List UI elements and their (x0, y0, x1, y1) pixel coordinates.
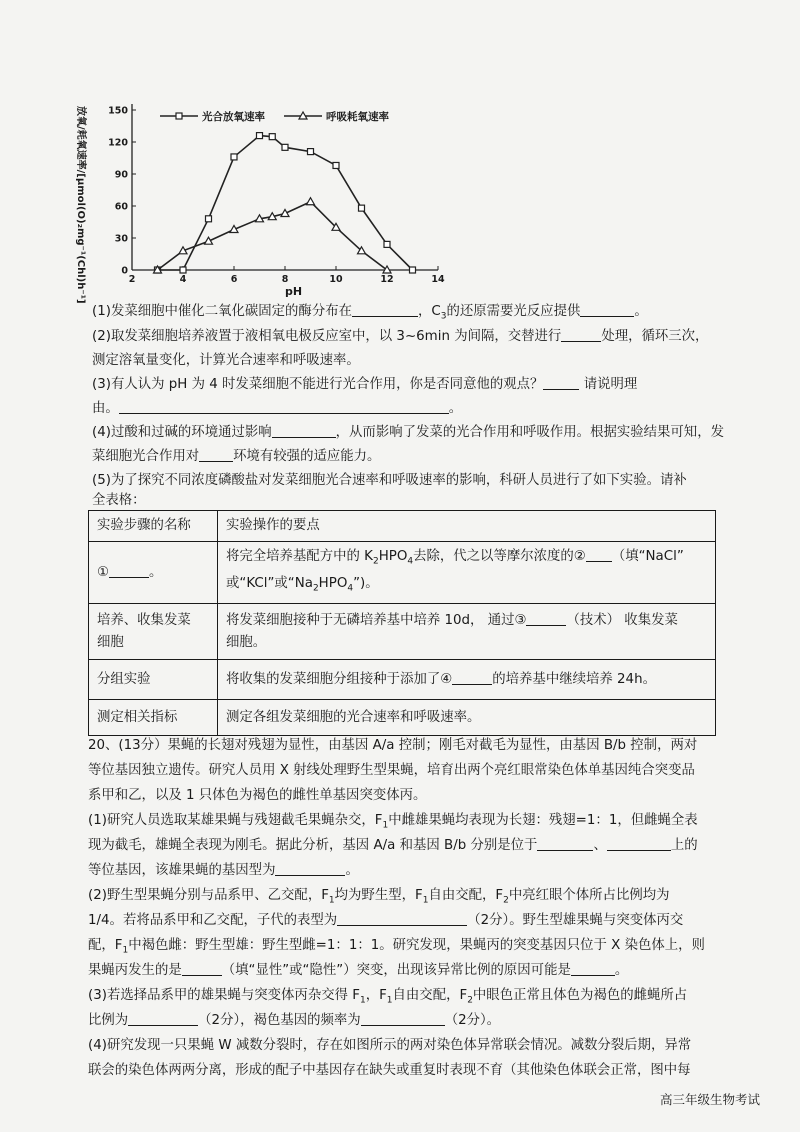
q20-part2-line2: 1/4。若将品系甲和乙交配，子代的表型为 （2分）。野生型雄果蝇与突变体丙交 (88, 913, 684, 928)
answer-blank[interactable] (199, 447, 233, 462)
data-point-square (282, 144, 288, 150)
answer-blank[interactable] (128, 1011, 198, 1026)
x-tick-label: 4 (179, 274, 187, 285)
data-point-square (410, 267, 416, 273)
answer-blank[interactable] (580, 302, 634, 317)
data-point-square (206, 216, 212, 222)
q20-part1-line3: 等位基因，该雄果蝇的基因型为 。 (88, 863, 359, 878)
data-point-square (257, 133, 263, 139)
data-point-square (231, 154, 237, 160)
x-tick-label: 6 (230, 274, 238, 285)
data-point-triangle (307, 198, 315, 205)
answer-blank[interactable] (607, 836, 671, 851)
q20-part2: (2)野生型果蝇分别与品系甲、乙交配，$F_1$均为野生型，$F_1$自由交配，$F_2$中亮红眼个体所占比例均为 (88, 888, 670, 906)
table-row: ① 。 将完全培养基配方中的 $K_2HPO_4$去除，代之以等摩尔浓度的② （填“NaCl” 或“KCl”或“$Na_2HPO_4$”)。 (89, 542, 716, 604)
q20-part4-line2: 联会的染色体两两分离，形成的配子中基因存在缺失或重复时表现不育（其他染色体联会正常，图中每 (88, 1063, 691, 1078)
q19-part5: (5)为了探究不同浓度磷酸盐对发菜细胞光合速率和呼吸速率的影响，科研人员进行了如下实验。请补 (92, 473, 687, 488)
data-point-square (359, 205, 365, 211)
experiment-table (88, 510, 716, 736)
data-point-square (180, 267, 186, 273)
y-axis-label: 放氧/耗氧速率/[μmol(O)₂mg⁻¹(Chl)h⁻¹] (75, 106, 86, 304)
q19-part4: (4)过酸和过碱的环境通过影响 ，从而影响了发菜的光合作用和呼吸作用。根据实验结果可知，发 (92, 425, 724, 440)
series-line-1 (158, 136, 413, 270)
answer-blank[interactable] (526, 611, 566, 626)
legend-marker-square (176, 113, 182, 119)
table-row: 培养、收集发菜 细胞 将发菜细胞接种于无磷培养基中培养 10d， 通过③ （技术） 收集发菜 细胞。 (89, 604, 716, 660)
page-footer: 高三年级生物考试 (659, 1092, 760, 1107)
answer-blank[interactable] (452, 670, 492, 685)
answer-blank[interactable] (586, 547, 612, 562)
table-header-row: 实验步骤的名称 实验操作的要点 (89, 511, 716, 542)
answer-blank[interactable] (571, 961, 615, 976)
q20-part3: (3)若选择品系甲的雄果蝇与突变体丙杂交得 $F_1$，$F_1$自由交配，$F_2$中眼色正常且体色为褐色的雌蝇所占 (88, 988, 688, 1006)
data-point-square (269, 134, 275, 140)
x-tick-label: 14 (431, 274, 445, 285)
answer-blank[interactable] (361, 1011, 445, 1026)
x-tick-label: 12 (380, 274, 394, 285)
answer-blank[interactable] (543, 375, 579, 390)
table-row: 分组实验 将收集的发菜细胞分组接种于添加了④ 的培养基中继续培养 24h。 (89, 660, 716, 700)
answer-blank[interactable] (337, 911, 467, 926)
q19-part1: (1)发菜细胞中催化二氧化碳固定的酶分布在 ，$C_3$的还原需要光反应提供 。 (92, 304, 648, 322)
data-point-square (308, 149, 314, 155)
q20-part2-line3: 配，$F_1$中褐色雌：野生型雄：野生型雌=1：1：1。研究发现，果蝇丙的突变基因只位于 X 染色体上，则 (88, 938, 705, 956)
q20-line: 20、(13分）果蝇的长翅对残翅为显性，由基因 A/a 控制；刚毛对截毛为显性，由基因 B/b 控制，两对 (88, 738, 698, 753)
q19-part2-line2: 测定溶氧量变化，计算光合速率和呼吸速率。 (92, 353, 360, 368)
q20-part1-line2: 现为截毛，雄蝇全表现为刚毛。据此分析，基因 A/a 和基因 B/b 分别是位于 、 上的 (88, 838, 698, 853)
chart-axes (108, 104, 445, 285)
answer-blank[interactable] (275, 861, 345, 876)
y-tick-label: 30 (114, 233, 128, 245)
q19-part5-line2: 全表格： (92, 493, 146, 508)
x-tick-label: 10 (329, 274, 343, 285)
y-tick-label: 90 (114, 169, 128, 181)
q20-line: 系甲和乙，以及 1 只体色为褐色的雌性单基因突变体丙。 (88, 788, 427, 803)
answer-blank[interactable] (272, 423, 336, 438)
x-axis-label: pH (285, 285, 303, 298)
legend-label-2: 呼吸耗氧速率 (326, 111, 389, 123)
answer-blank[interactable] (352, 302, 418, 317)
answer-blank[interactable] (561, 327, 601, 342)
answer-blank[interactable] (109, 563, 149, 578)
x-tick-label: 2 (128, 274, 136, 285)
q20-part2-line4: 果蝇丙发生的是 （填“显性”或“隐性”）突变，出现该异常比例的原因可能是 。 (88, 963, 629, 978)
q19-part4-line2: 菜细胞光合作用对 环境有较强的适应能力。 (92, 449, 381, 464)
answer-blank[interactable] (119, 399, 449, 414)
ph-rate-chart (60, 94, 480, 304)
chart-series (154, 133, 416, 273)
y-tick-label: 150 (108, 105, 128, 117)
y-tick-label: 0 (121, 265, 128, 277)
x-tick-label: 8 (281, 274, 289, 285)
y-tick-label: 120 (108, 137, 128, 149)
chart-legend (160, 110, 389, 123)
q20-part4: (4)研究发现一只果蝇 W 减数分裂时，存在如图所示的两对染色体异常联会情况。减数分裂后期，异常 (88, 1038, 692, 1053)
q20-part1: (1)研究人员选取某雄果蝇与残翅截毛果蝇杂交，$F_1$中雌雄果蝇均表现为长翅：残翅=1：1，但雌蝇全表 (88, 813, 698, 831)
q19-part3: (3)有人认为 pH 为 4 时发菜细胞不能进行光合作用，你是否同意他的观点？ 请说明理 (92, 377, 638, 392)
y-tick-label: 60 (114, 201, 128, 213)
legend-label-1: 光合放氧速率 (202, 111, 265, 123)
q20-line: 等位基因独立遗传。研究人员用 X 射线处理野生型果蝇，培育出两个亮红眼常染色体单基因纯合突变品 (88, 763, 695, 778)
answer-blank[interactable] (537, 836, 593, 851)
data-point-square (333, 162, 339, 168)
q19-part3-line2: 由。 。 (92, 401, 463, 416)
table-row: 测定相关指标 测定各组发菜细胞的光合速率和呼吸速率。 (89, 700, 716, 736)
q19-part2: (2)取发菜细胞培养液置于液相氧电极反应室中，以 3~6min 为间隔，交替进行 处理，循环三次， (92, 329, 709, 344)
data-point-square (384, 241, 390, 247)
q20-part3-line2: 比例为 （2分），褐色基因的频率为 （2分）。 (88, 1013, 501, 1028)
answer-blank[interactable] (182, 961, 222, 976)
